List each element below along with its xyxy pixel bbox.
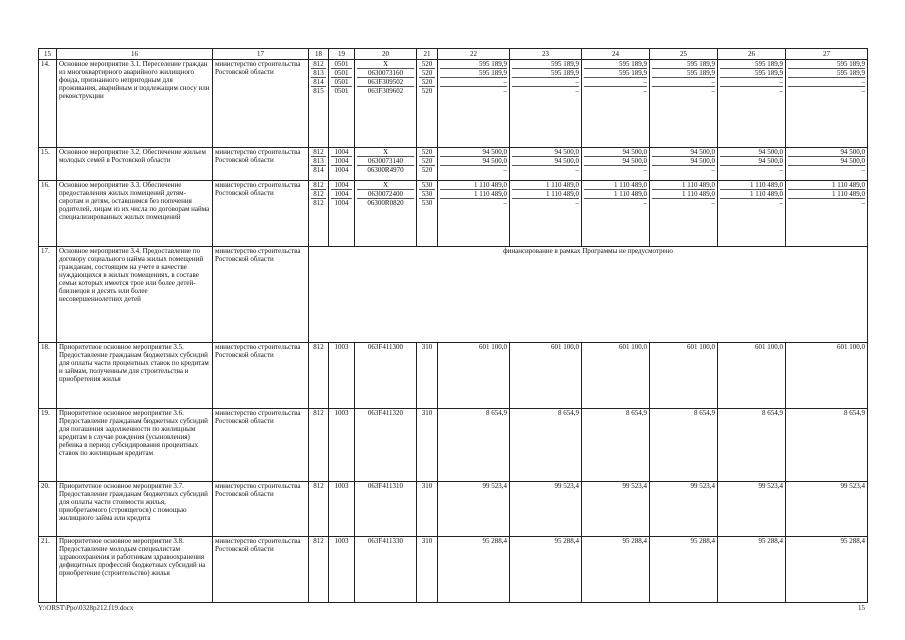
amount-cell [786, 60, 868, 148]
table-row [39, 409, 868, 482]
cell-value: 0501 [331, 77, 352, 86]
cell-value: – [720, 165, 783, 174]
cell-value: 1 110 489,0 [584, 189, 647, 198]
cell-value: 812 [313, 60, 324, 68]
amount-cell [786, 537, 868, 603]
cell-value: – [440, 165, 507, 174]
responsible-organization: министерство строительства Ростовской области [213, 537, 309, 603]
cell-value: 95 288,4 [482, 537, 507, 545]
amount-cell [510, 181, 582, 247]
amount-cell [650, 482, 718, 537]
cell-value: 601 100,0 [837, 343, 865, 351]
cell-value: 1 110 489,0 [720, 189, 783, 198]
cell-value: 601 100,0 [755, 343, 783, 351]
cell-value: – [584, 198, 647, 207]
cell-value: – [788, 165, 865, 174]
budget-code-cell [329, 409, 355, 482]
cell-value: 0501 [334, 60, 349, 68]
budget-code-cell [417, 409, 438, 482]
budget-code-cell [417, 181, 438, 247]
amount-cell [582, 60, 650, 148]
cell-value: 814 [311, 165, 326, 174]
amount-cell [582, 181, 650, 247]
responsible-organization: министерство строительства Ростовской области [213, 181, 309, 247]
cell-value: 0501 [331, 68, 352, 77]
cell-value: – [720, 198, 783, 207]
cell-value: 95 288,4 [554, 537, 579, 545]
amount-cell [786, 181, 868, 247]
cell-value: 595 189,9 [652, 68, 715, 77]
cell-value: 1 110 489,0 [546, 181, 579, 189]
cell-value: 063F309502 [357, 77, 414, 86]
header-row [39, 49, 868, 60]
cell-value: 1004 [331, 189, 352, 198]
cell-value: 99 523,4 [758, 482, 783, 490]
cell-value: – [584, 77, 647, 86]
budget-code-cell [355, 482, 417, 537]
amount-cell [438, 148, 510, 181]
cell-value: 815 [311, 86, 326, 95]
amount-cell [718, 181, 786, 247]
cell-value: 94 500,0 [554, 148, 579, 156]
cell-value: 0630073160 [357, 68, 414, 77]
cell-value: 814 [311, 77, 326, 86]
cell-value: – [652, 86, 715, 95]
measure-description: Приоритетное основное мероприятие 3.7. Предоставление гражданам бюджетных субсидий для оплаты части стоимости жилья, приобретаемого (строящегося) с помощью жилищного займа или кредита [57, 482, 213, 537]
cell-value: 8 654,9 [844, 409, 865, 417]
cell-value: – [788, 198, 865, 207]
cell-value: 812 [313, 148, 324, 156]
cell-value: 99 523,4 [482, 482, 507, 490]
cell-value: 063F411330 [367, 537, 404, 545]
cell-value: 1 110 489,0 [750, 181, 783, 189]
column-header: 15 [39, 49, 57, 60]
cell-value: 99 523,4 [690, 482, 715, 490]
cell-value: 595 189,9 [755, 60, 783, 68]
cell-value: 520 [419, 86, 435, 95]
cell-value: 595 189,9 [479, 60, 507, 68]
budget-code-cell [417, 537, 438, 603]
cell-value: 95 288,4 [758, 537, 783, 545]
row-number: 20. [39, 482, 57, 537]
cell-value: 8 654,9 [626, 409, 647, 417]
cell-value: 95 288,4 [622, 537, 647, 545]
cell-value: 06300R0820 [357, 198, 414, 207]
cell-value: 1003 [334, 343, 349, 351]
cell-value: 94 500,0 [758, 148, 783, 156]
cell-value: 1 110 489,0 [832, 181, 865, 189]
amount-cell [786, 482, 868, 537]
amount-cell [582, 148, 650, 181]
cell-value: 1 110 489,0 [512, 189, 579, 198]
footer-page-number: 15 [858, 604, 865, 612]
cell-value: 94 500,0 [482, 148, 507, 156]
cell-value: 94 500,0 [584, 156, 647, 165]
column-header: 21 [417, 49, 438, 60]
cell-value: 94 500,0 [440, 156, 507, 165]
cell-value: 520 [421, 60, 433, 68]
amount-cell [510, 148, 582, 181]
column-header: 17 [213, 49, 309, 60]
no-funding-note: финансирование в рамках Программы не предусмотрено [309, 247, 868, 343]
amount-cell [582, 343, 650, 409]
cell-value: 595 189,9 [584, 68, 647, 77]
budget-code-cell [329, 181, 355, 247]
amount-cell [510, 482, 582, 537]
cell-value: 595 189,9 [687, 60, 715, 68]
cell-value: 1 110 489,0 [474, 181, 507, 189]
responsible-organization: министерство строительства Ростовской области [213, 148, 309, 181]
cell-value: 1003 [334, 537, 349, 545]
cell-value: 8 654,9 [694, 409, 715, 417]
row-number: 19. [39, 409, 57, 482]
cell-value: 063F411310 [367, 482, 404, 490]
responsible-organization: министерство строительства Ростовской области [213, 482, 309, 537]
budget-code-cell [309, 409, 329, 482]
measure-description: Приоритетное основное мероприятие 3.6. Предоставление гражданам бюджетных субсидий для погашения задолженности по жилищным кредитам в случае рождения (усыновления) ребенка в период субсидирования процентных ставок по жилищным кредитам [57, 409, 213, 482]
cell-value: 812 [313, 537, 324, 545]
cell-value: – [440, 198, 507, 207]
cell-value: 595 189,9 [440, 68, 507, 77]
budget-code-cell [329, 148, 355, 181]
cell-value: 530 [421, 181, 433, 189]
cell-value: 530 [419, 198, 435, 207]
cell-value: 99 523,4 [840, 482, 865, 490]
cell-value: 1004 [334, 181, 349, 189]
cell-value: 063F411300 [367, 343, 404, 351]
cell-value: 1004 [331, 165, 352, 174]
amount-cell [718, 343, 786, 409]
cell-value: 1 110 489,0 [652, 189, 715, 198]
cell-value: 812 [311, 198, 326, 207]
cell-value: 99 523,4 [554, 482, 579, 490]
cell-value: 812 [311, 189, 326, 198]
column-header: 27 [786, 49, 868, 60]
cell-value: 520 [421, 148, 433, 156]
cell-value: 310 [421, 343, 433, 351]
budget-code-cell [417, 482, 438, 537]
cell-value: 94 500,0 [690, 148, 715, 156]
responsible-organization: министерство строительства Ростовской области [213, 409, 309, 482]
amount-cell [786, 343, 868, 409]
cell-value: 601 100,0 [687, 343, 715, 351]
cell-value: 595 189,9 [619, 60, 647, 68]
cell-value: – [512, 86, 579, 95]
amount-cell [510, 409, 582, 482]
row-number: 21. [39, 537, 57, 603]
cell-value: – [788, 86, 865, 95]
cell-value: 595 189,9 [788, 68, 865, 77]
column-header: 19 [329, 49, 355, 60]
cell-value: 06300R4970 [357, 165, 414, 174]
cell-value: 94 500,0 [652, 156, 715, 165]
cell-value: 601 100,0 [479, 343, 507, 351]
cell-value: – [440, 86, 507, 95]
row-number: 15. [39, 148, 57, 181]
amount-cell [718, 148, 786, 181]
budget-code-cell [309, 60, 329, 148]
table-row [39, 148, 868, 181]
cell-value: 063F411320 [367, 409, 404, 417]
amount-cell [438, 343, 510, 409]
table-row [39, 482, 868, 537]
cell-value: 310 [421, 537, 433, 545]
column-header: 20 [355, 49, 417, 60]
cell-value: 595 189,9 [837, 60, 865, 68]
row-number: 18. [39, 343, 57, 409]
amount-cell [582, 537, 650, 603]
column-header: 26 [718, 49, 786, 60]
amount-cell [786, 148, 868, 181]
cell-value: 8 654,9 [486, 409, 507, 417]
cell-value: 601 100,0 [619, 343, 647, 351]
table-row [39, 537, 868, 603]
cell-value: 0630072400 [357, 189, 414, 198]
budget-code-cell [309, 537, 329, 603]
cell-value: – [652, 165, 715, 174]
cell-value: X [382, 148, 389, 156]
amount-cell [718, 482, 786, 537]
amount-cell [438, 537, 510, 603]
table-body [39, 49, 868, 603]
cell-value: 1 110 489,0 [682, 181, 715, 189]
amount-cell [718, 60, 786, 148]
cell-value: X [382, 181, 389, 189]
budget-code-cell [417, 343, 438, 409]
amount-cell [582, 409, 650, 482]
cell-value: 812 [313, 409, 324, 417]
budget-code-cell [309, 148, 329, 181]
amount-cell [438, 482, 510, 537]
cell-value: 520 [419, 77, 435, 86]
cell-value: 1003 [334, 409, 349, 417]
amount-cell [438, 409, 510, 482]
cell-value: 99 523,4 [622, 482, 647, 490]
measure-description: Основное мероприятие 3.3. Обеспечение предоставления жилых помещений детям-сиротам и детям, оставшимся без попечения родителей, лицам из их числа по договорам найма специализированных жилых помещений [57, 181, 213, 247]
cell-value: 520 [419, 165, 435, 174]
measure-description: Основное мероприятие 3.4. Предоставление по договору социального найма жилых помещений гражданам, состоящим на учете в качестве нуждающихся в жилых помещениях, в составе семьи которых имеется трое или более детей-близнецов и десять или более несовершеннолетних детей [57, 247, 213, 343]
amount-cell [650, 60, 718, 148]
cell-value: 1 110 489,0 [614, 181, 647, 189]
cell-value: – [512, 165, 579, 174]
budget-table [38, 48, 868, 603]
cell-value: 520 [419, 68, 435, 77]
column-header: 23 [510, 49, 582, 60]
cell-value: 8 654,9 [762, 409, 783, 417]
cell-value: 94 500,0 [720, 156, 783, 165]
amount-cell [510, 537, 582, 603]
amount-cell [718, 409, 786, 482]
cell-value: 310 [421, 482, 433, 490]
amount-cell [650, 343, 718, 409]
footer-file-path: Y:\ORST\Ppo\0328p212.f19.docx [38, 604, 134, 612]
cell-value: 0630073140 [357, 156, 414, 165]
cell-value: 812 [313, 181, 324, 189]
cell-value: – [652, 77, 715, 86]
cell-value: 813 [311, 68, 326, 77]
row-number: 17. [39, 247, 57, 343]
cell-value: 813 [311, 156, 326, 165]
amount-cell [718, 537, 786, 603]
responsible-organization: министерство строительства Ростовской области [213, 60, 309, 148]
amount-cell [582, 482, 650, 537]
measure-description: Основное мероприятие 3.1. Переселение граждан из многоквартирного аварийного жилищного фонда, признанного непригодным для проживания, аварийным и подлежащим сносу или реконструкции [57, 60, 213, 148]
budget-code-cell [329, 537, 355, 603]
cell-value: – [512, 77, 579, 86]
amount-cell [438, 181, 510, 247]
measure-description: Приоритетное основное мероприятие 3.5. Предоставление гражданам бюджетных субсидий для оплаты части процентных ставок по кредитам и займам, полученным для строительства и приобретения жилья [57, 343, 213, 409]
cell-value: – [584, 165, 647, 174]
cell-value: 1004 [331, 156, 352, 165]
budget-code-cell [329, 343, 355, 409]
column-header: 25 [650, 49, 718, 60]
cell-value: 94 500,0 [512, 156, 579, 165]
budget-code-cell [309, 181, 329, 247]
table-row [39, 343, 868, 409]
column-header: 16 [57, 49, 213, 60]
budget-code-cell [355, 148, 417, 181]
responsible-organization: министерство строительства Ростовской области [213, 247, 309, 343]
table-row [39, 181, 868, 247]
budget-code-cell [355, 343, 417, 409]
cell-value: – [652, 198, 715, 207]
cell-value: X [382, 60, 389, 68]
amount-cell [650, 409, 718, 482]
cell-value: 1004 [331, 198, 352, 207]
cell-value: 520 [419, 156, 435, 165]
amount-cell [650, 148, 718, 181]
amount-cell [650, 537, 718, 603]
cell-value: 063F309602 [357, 86, 414, 95]
cell-value: 595 189,9 [720, 68, 783, 77]
cell-value: 595 189,9 [512, 68, 579, 77]
cell-value: – [720, 77, 783, 86]
cell-value: 1 110 489,0 [788, 189, 865, 198]
measure-description: Основное мероприятие 3.2. Обеспечение жильем молодых семей в Ростовской области [57, 148, 213, 181]
budget-code-cell [417, 60, 438, 148]
cell-value: 310 [421, 409, 433, 417]
budget-code-cell [329, 482, 355, 537]
cell-value: – [440, 77, 507, 86]
cell-value: 95 288,4 [690, 537, 715, 545]
column-header: 24 [582, 49, 650, 60]
cell-value: 1003 [334, 482, 349, 490]
cell-value: 812 [313, 482, 324, 490]
budget-code-cell [329, 60, 355, 148]
cell-value: 1 110 489,0 [440, 189, 507, 198]
budget-code-cell [309, 482, 329, 537]
budget-code-cell [355, 537, 417, 603]
cell-value: – [512, 198, 579, 207]
table-row [39, 247, 868, 343]
amount-cell [510, 343, 582, 409]
row-number: 14. [39, 60, 57, 148]
cell-value: 595 189,9 [551, 60, 579, 68]
cell-value: 1004 [334, 148, 349, 156]
amount-cell [438, 60, 510, 148]
cell-value: 95 288,4 [840, 537, 865, 545]
budget-code-cell [355, 181, 417, 247]
cell-value: 94 500,0 [840, 148, 865, 156]
cell-value: 601 100,0 [551, 343, 579, 351]
measure-description: Приоритетное основное мероприятие 3.8. Предоставление молодым специалистам здравоохранения и работникам здравоохранения дефицитных профессий бюджетных субсидий на приобретение (строительство) жилья [57, 537, 213, 603]
amount-cell [650, 181, 718, 247]
amount-cell [786, 409, 868, 482]
column-header: 18 [309, 49, 329, 60]
responsible-organization: министерство строительства Ростовской области [213, 343, 309, 409]
amount-cell [510, 60, 582, 148]
table-row [39, 60, 868, 148]
cell-value: – [584, 86, 647, 95]
budget-code-cell [355, 60, 417, 148]
column-header: 22 [438, 49, 510, 60]
cell-value: 8 654,9 [558, 409, 579, 417]
budget-code-cell [309, 343, 329, 409]
budget-code-cell [417, 148, 438, 181]
cell-value: 812 [313, 343, 324, 351]
budget-code-cell [355, 409, 417, 482]
cell-value: – [720, 86, 783, 95]
cell-value: – [788, 77, 865, 86]
cell-value: 94 500,0 [622, 148, 647, 156]
row-number: 16. [39, 181, 57, 247]
cell-value: 530 [419, 189, 435, 198]
cell-value: 0501 [331, 86, 352, 95]
cell-value: 94 500,0 [788, 156, 865, 165]
